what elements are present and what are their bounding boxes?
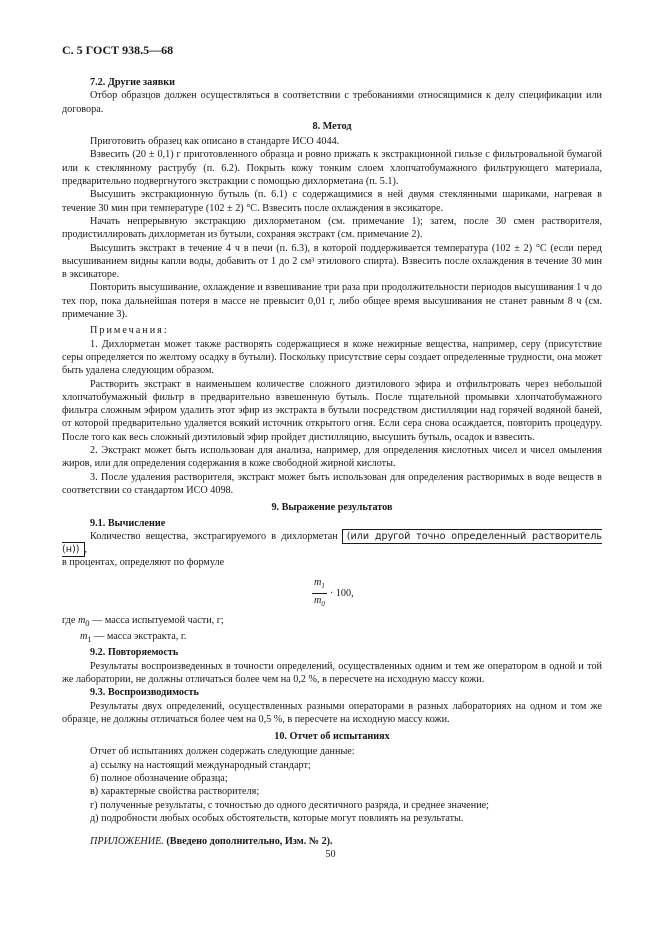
- appendix-note: ПРИЛОЖЕНИЕ. (Введено дополнительно, Изм. № 2).: [90, 836, 333, 848]
- section-8-paragraph: Начать непрерывную экстракцию дихлорметаном (см. примечание 1); затем, после 30 смен растворителя, продистиллировать дихлорметан из бутыли, сохраняя экстракт (см. примечание 2).: [62, 215, 602, 241]
- section-10-title: 10. Отчет об испытаниях: [274, 731, 390, 743]
- where-m1: $m_1$ — масса экстракта, г.: [80, 631, 187, 645]
- section-8-title: 8. Метод: [312, 120, 352, 132]
- page-header: С. 5 ГОСТ 938.5—68: [62, 43, 174, 57]
- section-9-3-text: Результаты двух определений, осуществленных разными операторами в разных лабораториях на одном и том же образце, не должны отличаться более чем на 0,5 %, в пересчете на исходную массу кожи.: [62, 700, 602, 725]
- section-8-paragraph: Высушить экстракт в течение 4 ч в печи (п. 6.3), в которой поддерживается температура (102 ± 2) °С (если перед высушиванием видны капли воды, добавить от 1 до 2 см³ этилового спирта). Взвесить после охлаждения в течение 30 мин в эксикаторе.: [62, 242, 602, 281]
- section-9-2-text: Результаты воспроизведенных в точности определений, осуществленных одним и тем же оператором в одной и той же лаборатории, не должны отличаться более чем на 0,2 %, в пересчете на исходную массу кожи.: [62, 660, 602, 685]
- notes-title: Примечания:: [90, 325, 169, 337]
- calc-text: Количество вещества, экстрагируемого в дихлорметан: [90, 530, 338, 542]
- list-item: в) характерные свойства растворителя;: [90, 786, 260, 798]
- note-paragraph: 3. После удаления растворителя, экстракт может быть использован для определения растворимых в воде веществ в соответствии со стандартом ИСО 4098.: [62, 471, 602, 496]
- list-item: а) ссылку на настоящий международный стандарт;: [90, 759, 311, 771]
- section-9-1-text-cont: в процентах, определяют по формуле: [62, 557, 225, 569]
- where-m0: где $m_0$ — масса испытуемой части, г;: [62, 614, 224, 628]
- section-7-2-title: 7.2. Другие заявки: [90, 77, 175, 88]
- page-number: 50: [325, 849, 336, 860]
- note-paragraph: 2. Экстракт может быть использован для анализа, например, для определения кислотных чисел и чисел омыления жиров, или для определения содержания в коже свободной жирной кислоты.: [62, 445, 602, 470]
- section-8-paragraph: Приготовить образец как описано в стандарте ИСО 4044.: [90, 136, 340, 148]
- section-9-title: 9. Выражение результатов: [271, 502, 393, 514]
- formula-numerator: $m_1$: [312, 576, 327, 594]
- note-paragraph: Растворить экстракт в наименьшем количестве сложного диэтилового эфира и отфильтровать через небольшой хлопчатобумажный фильтр в предварительно взвешенную бутыль. После тщательной промывки хлопчатобумажного фильтра сложным эфиром удалить этот эфир из экстракта в бутыли посредством дистилляции над горячей водяной баней, от которой предварительно удаляется всякий источник открытого огня. Если сера снова осаждается, повторить процедуру. После того как весь сложный диэтиловый эфир пройдет дистилляцию, высушить бутыль, осадок и взвесить.: [62, 378, 602, 443]
- section-9-2-title: 9.2. Повторяемость: [90, 647, 179, 659]
- annotation-box: (или другой точно определенный растворитель (н)): [62, 530, 602, 556]
- section-8-paragraph: Повторить высушивание, охлаждение и взвешивание три раза при продолжительности периодов высушивания 1 ч до тех пор, пока дальнейшая потеря в массе не превысит 0,01 г, либо общее время высушивания не станет равным 8 ч (см. примечание 3).: [62, 282, 602, 321]
- page-content: [62, 76, 602, 849]
- formula: [62, 576, 602, 610]
- list-item: г) полученные результаты, с точностью до одного десятичного разряда, и среднее значение;: [90, 799, 490, 811]
- list-item: д) подробности любых особых обстоятельств, которые могут повлиять на результаты.: [90, 812, 464, 824]
- section-8-paragraph: Взвесить (20 ± 0,1) г приготовленного образца и ровно прижать к экстракционной гильзе с фильтровальной бумагой или к стеклянному раструбу (п. 6.2). Покрыть кожу тонким слоем хлопчатобумажного фильтрующего материала, предварительно подвергнутого экстракции с помощью дихлорметана (п. 5.1).: [62, 149, 602, 188]
- formula-denominator: $m_0$: [314, 595, 325, 609]
- section-8-paragraph: Высушить экстракционную бутыль (п. 6.1) с содержащимися в ней двумя стеклянными шариками, нагревая в течение 30 мин при температуре (102 ± 2) °С. Взвесить после охлаждения в эксикаторе.: [62, 189, 602, 214]
- fraction: [312, 576, 354, 612]
- section-9-3-title: 9.3. Воспроизводимость: [90, 687, 199, 699]
- calc-comma: ,: [84, 544, 88, 556]
- section-9-1-text: [62, 530, 602, 557]
- note-paragraph: 1. Дихлорметан может также растворять содержащиеся в коже нежирные вещества, например, серу (присутствие серы определяется по желтому осадку в бутыли). Поскольку присутствие серы создает определенные трудности, она может быть удалена следующим образом.: [62, 338, 602, 377]
- section-9-1-title: 9.1. Вычисление: [90, 517, 166, 529]
- list-item: б) полное обозначение образца;: [90, 773, 228, 785]
- section-7-2-text: Отбор образцов должен осуществляться в соответствии с требованиями относящимися к делу спецификации или договора.: [62, 90, 602, 115]
- section-10-intro: Отчет об испытаниях должен содержать следующие данные:: [90, 746, 355, 758]
- formula-multiplier: · 100,: [329, 587, 354, 599]
